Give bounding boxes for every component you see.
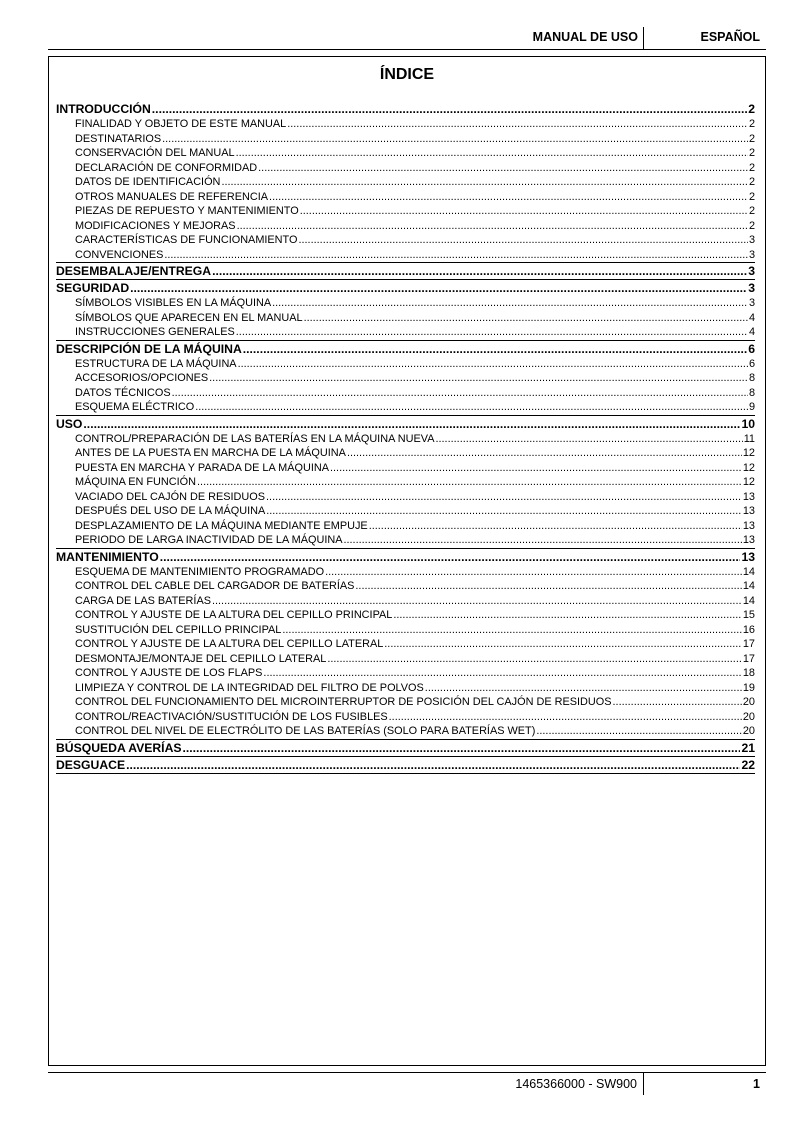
- toc-entry-page: 9: [748, 401, 755, 413]
- dot-leader: [384, 637, 742, 652]
- dot-leader: [327, 652, 742, 667]
- toc-subentry[interactable]: [56, 608, 755, 623]
- toc-entry-page: 8: [748, 372, 755, 384]
- toc-entry-title: PUESTA EN MARCHA Y PARADA DE LA MÁQUINA: [75, 461, 329, 474]
- toc-entry-page: 3: [748, 248, 755, 261]
- toc-entry-title: MANTENIMIENTO: [56, 549, 159, 564]
- toc-entry-page: 20: [742, 696, 755, 708]
- toc-entry-title: SÍMBOLOS QUE APARECEN EN EL MANUAL: [75, 311, 303, 324]
- toc-entry-page: 14: [742, 580, 755, 592]
- toc-subentry[interactable]: [56, 371, 755, 386]
- footer-separator: [643, 1073, 644, 1095]
- toc-entry-title: DESTINATARIOS: [75, 132, 162, 145]
- dot-leader: [536, 724, 742, 739]
- toc-entry-title: CONTROL/PREPARACIÓN DE LAS BATERÍAS EN LA MÁQUINA NUEVA: [75, 432, 435, 445]
- toc-entry-page: 2: [748, 205, 755, 217]
- toc-entry-page: 2: [748, 161, 755, 174]
- toc-entry-title: ESTRUCTURA DE LA MÁQUINA: [75, 357, 237, 370]
- dot-leader: [266, 504, 742, 519]
- toc-entry-title: CONTROL DEL FUNCIONAMIENTO DEL MICROINTERRUPTOR DE POSICIÓN DEL CAJÓN DE RESIDUOS: [75, 696, 612, 708]
- toc-subentry[interactable]: [56, 490, 755, 505]
- toc-entry-page: 4: [748, 311, 755, 324]
- dot-leader: [160, 549, 741, 565]
- toc-entry-page: 17: [742, 652, 755, 665]
- toc-entry-title: DESGUACE: [56, 757, 126, 772]
- toc-entry-title: ACCESORIOS/OPCIONES: [75, 372, 209, 384]
- toc-entry-title: CONSERVACIÓN DEL MANUAL: [75, 147, 235, 159]
- toc-chapter[interactable]: [56, 740, 755, 756]
- toc-entry-title: USO: [56, 416, 83, 431]
- toc-entry-page: 3: [748, 234, 755, 246]
- toc-entry-page: 2: [748, 176, 755, 188]
- toc-subentry[interactable]: [56, 681, 755, 696]
- toc-entry-title: CARACTERÍSTICAS DE FUNCIONAMIENTO: [75, 234, 298, 246]
- toc-subentry[interactable]: [56, 666, 755, 681]
- toc-entry-title: ESQUEMA ELÉCTRICO: [75, 401, 195, 413]
- dot-leader: [282, 623, 742, 638]
- dot-leader: [435, 432, 742, 447]
- toc-subentry[interactable]: [56, 637, 755, 652]
- toc-entry-title: DATOS DE IDENTIFICACIÓN: [75, 176, 221, 188]
- toc-entry-title: CARGA DE LAS BATERÍAS: [75, 594, 211, 607]
- toc-subentry[interactable]: [56, 565, 755, 580]
- toc-entry-page: 3: [748, 264, 755, 278]
- dot-leader: [238, 357, 748, 372]
- toc-subentry[interactable]: [56, 296, 755, 311]
- toc-entry-title: PERIODO DE LARGA INACTIVIDAD DE LA MÁQUINA: [75, 534, 343, 546]
- toc-entry-title: INTRODUCCIÓN: [56, 102, 151, 116]
- toc-entry-title: BÚSQUEDA AVERÍAS: [56, 740, 182, 755]
- dot-leader: [369, 519, 742, 534]
- toc-entry-page: 3: [748, 281, 755, 295]
- toc-entry-title: CONTROL DEL CABLE DEL CARGADOR DE BATERÍAS: [75, 580, 355, 592]
- dot-leader: [152, 101, 747, 117]
- toc-entry-title: CONTROL Y AJUSTE DE LOS FLAPS: [75, 667, 263, 679]
- toc-chapter[interactable]: [56, 341, 755, 357]
- toc-entry-title: ANTES DE LA PUESTA EN MARCHA DE LA MÁQUINA: [75, 447, 346, 459]
- toc-entry-title: CONTROL Y AJUSTE DE LA ALTURA DEL CEPILLO LATERAL: [75, 638, 384, 650]
- toc-entry-title: DESEMBALAJE/ENTREGA: [56, 264, 212, 278]
- toc-subentry[interactable]: [56, 357, 755, 372]
- toc-chapter[interactable]: [56, 757, 755, 773]
- toc-subentry[interactable]: [56, 386, 755, 401]
- toc-subentry[interactable]: [56, 400, 755, 415]
- content-frame: [48, 56, 766, 1066]
- toc-entry-page: 18: [742, 667, 755, 679]
- dot-leader: [126, 757, 740, 773]
- dot-leader: [393, 608, 742, 623]
- toc-entry-page: 12: [742, 447, 755, 459]
- toc-entry-page: 13: [742, 519, 755, 532]
- toc-entry-page: 2: [748, 190, 755, 203]
- dot-leader: [197, 475, 742, 490]
- toc-entry-title: CONVENCIONES: [75, 248, 164, 261]
- dot-leader: [266, 490, 742, 505]
- dot-leader: [425, 681, 742, 696]
- toc-chapter[interactable]: [56, 416, 755, 432]
- toc-entry-title: MODIFICACIONES Y MEJORAS: [75, 219, 236, 232]
- toc-subentry[interactable]: [56, 710, 755, 725]
- toc-section: [56, 263, 755, 280]
- toc-subentry[interactable]: [56, 325, 755, 340]
- toc-section: [56, 549, 755, 740]
- document-code: 1465366000 - SW900: [515, 1077, 637, 1091]
- toc-entry-title: VACIADO DEL CAJÓN DE RESIDUOS: [75, 490, 266, 503]
- dot-leader: [287, 117, 748, 132]
- toc-section: [56, 740, 755, 757]
- toc-entry-title: PIEZAS DE REPUESTO Y MANTENIMIENTO: [75, 205, 299, 217]
- toc-entry-page: 14: [742, 565, 755, 578]
- toc-subentry[interactable]: [56, 724, 755, 739]
- toc-entry-page: 22: [741, 757, 755, 772]
- toc-subentry[interactable]: [56, 579, 755, 594]
- toc-subentry[interactable]: [56, 594, 755, 609]
- dot-leader: [355, 579, 741, 594]
- dot-leader: [164, 248, 748, 263]
- dot-leader: [272, 296, 748, 311]
- toc-section: [56, 416, 755, 549]
- toc-subentry[interactable]: [56, 117, 755, 132]
- toc-entry-title: CONTROL DEL NIVEL DE ELECTRÓLITO DE LAS BATERÍAS (SOLO PARA BATERÍAS WET): [75, 725, 536, 737]
- dot-leader: [330, 461, 742, 476]
- toc-entry-title: SUSTITUCIÓN DEL CEPILLO PRINCIPAL: [75, 623, 282, 636]
- toc-entry-title: SEGURIDAD: [56, 281, 130, 295]
- toc-entry-page: 11: [743, 432, 755, 445]
- dot-leader: [258, 161, 748, 176]
- toc-subentry[interactable]: [56, 461, 755, 476]
- toc-entry-page: 17: [742, 638, 755, 650]
- dot-leader: [183, 740, 741, 756]
- toc-subentry[interactable]: [56, 248, 755, 263]
- dot-leader: [243, 341, 747, 357]
- dot-leader: [300, 204, 748, 219]
- toc-subentry[interactable]: [56, 311, 755, 326]
- toc-entry-title: DATOS TÉCNICOS: [75, 386, 171, 399]
- dot-leader: [172, 386, 748, 401]
- dot-leader: [209, 371, 748, 386]
- toc-entry-page: 12: [742, 476, 755, 488]
- dot-leader: [269, 190, 748, 205]
- toc-subentry[interactable]: [56, 446, 755, 461]
- toc-entry-page: 13: [742, 534, 755, 546]
- dot-leader: [236, 146, 748, 161]
- header-separator: [643, 27, 644, 49]
- dot-leader: [212, 594, 742, 609]
- toc-entry-page: 16: [742, 623, 755, 636]
- toc-entry-title: SÍMBOLOS VISIBLES EN LA MÁQUINA: [75, 297, 272, 309]
- toc-entry-page: 2: [748, 147, 755, 159]
- toc-entry-page: 10: [741, 416, 755, 431]
- header-rule: [48, 49, 766, 50]
- toc-section: [56, 757, 755, 774]
- toc-entry-page: 13: [742, 490, 755, 503]
- toc-subentry[interactable]: [56, 233, 755, 248]
- toc-entry-title: OTROS MANUALES DE REFERENCIA: [75, 190, 269, 203]
- toc-subentry[interactable]: [56, 504, 755, 519]
- toc-chapter[interactable]: [56, 263, 755, 279]
- toc-section: [56, 101, 755, 263]
- dot-leader: [130, 280, 747, 296]
- toc-entry-page: 6: [748, 357, 755, 370]
- page-number: 1: [753, 1077, 760, 1091]
- toc-entry-title: LIMPIEZA Y CONTROL DE LA INTEGRIDAD DEL FILTRO DE POLVOS: [75, 681, 424, 694]
- toc-entry-title: MÁQUINA EN FUNCIÓN: [75, 476, 197, 488]
- toc-entry-title: ESQUEMA DE MANTENIMIENTO PROGRAMADO: [75, 565, 325, 578]
- page-header: [48, 27, 766, 49]
- toc-subentry[interactable]: [56, 519, 755, 534]
- dot-leader: [263, 666, 741, 681]
- toc-entry-title: INSTRUCCIONES GENERALES: [75, 326, 235, 338]
- toc-entry-page: 12: [742, 461, 755, 474]
- toc-subentry[interactable]: [56, 533, 755, 548]
- toc-entry-page: 15: [742, 609, 755, 621]
- toc-entry-page: 8: [748, 386, 755, 399]
- toc-entry-page: 19: [742, 681, 755, 694]
- toc-subentry[interactable]: [56, 623, 755, 638]
- toc-subentry[interactable]: [56, 146, 755, 161]
- dot-leader: [236, 325, 748, 340]
- page-footer: [48, 1073, 766, 1095]
- dot-leader: [195, 400, 748, 415]
- toc-entry-page: 3: [748, 297, 755, 309]
- dot-leader: [325, 565, 742, 580]
- toc-subentry[interactable]: [56, 219, 755, 234]
- dot-leader: [347, 446, 742, 461]
- toc-entry-title: CONTROL Y AJUSTE DE LA ALTURA DEL CEPILLO PRINCIPAL: [75, 609, 393, 621]
- dot-leader: [343, 533, 741, 548]
- toc-entry-page: 6: [748, 341, 755, 356]
- toc-chapter[interactable]: [56, 101, 755, 117]
- dot-leader: [83, 416, 740, 432]
- toc-entry-page: 21: [741, 740, 755, 755]
- toc-subentry[interactable]: [56, 161, 755, 176]
- toc-section: [56, 280, 755, 341]
- toc-entry-page: 20: [742, 710, 755, 723]
- toc-entry-page: 2: [748, 132, 755, 145]
- language-label: ESPAÑOL: [700, 30, 760, 44]
- toc-entry-page: 20: [742, 725, 755, 737]
- dot-leader: [162, 132, 748, 147]
- toc-subentry[interactable]: [56, 132, 755, 147]
- toc-subentry[interactable]: [56, 695, 755, 710]
- toc-entry-title: DESPLAZAMIENTO DE LA MÁQUINA MEDIANTE EMPUJE: [75, 519, 368, 532]
- dot-leader: [212, 263, 747, 279]
- toc-entry-page: 14: [742, 594, 755, 607]
- toc-subentry[interactable]: [56, 175, 755, 190]
- toc-subentry[interactable]: [56, 432, 755, 447]
- toc-entry-title: FINALIDAD Y OBJETO DE ESTE MANUAL: [75, 118, 287, 130]
- toc-entry-page: 2: [748, 102, 755, 116]
- toc-entry-title: DESMONTAJE/MONTAJE DEL CEPILLO LATERAL: [75, 652, 327, 665]
- page-title: ÍNDICE: [379, 66, 435, 83]
- toc-entry-title: DESCRIPCIÓN DE LA MÁQUINA: [56, 341, 242, 356]
- toc-chapter[interactable]: [56, 280, 755, 296]
- toc-entry-title: DECLARACIÓN DE CONFORMIDAD: [75, 161, 258, 174]
- toc-entry-title: CONTROL/REACTIVACIÓN/SUSTITUCIÓN DE LOS FUSIBLES: [75, 710, 388, 723]
- toc-chapter[interactable]: [56, 549, 755, 565]
- toc-entry-page: 4: [748, 326, 755, 338]
- dot-leader: [221, 175, 748, 190]
- dot-leader: [389, 710, 742, 725]
- toc-entry-page: 13: [742, 505, 755, 517]
- toc-entry-page: 2: [748, 219, 755, 232]
- toc-entry-page: 2: [748, 118, 755, 130]
- toc-subentry[interactable]: [56, 475, 755, 490]
- toc-section: [56, 341, 755, 416]
- dot-leader: [237, 219, 748, 234]
- toc-subentry[interactable]: [56, 652, 755, 667]
- toc-entry-page: 13: [741, 549, 755, 564]
- manual-title: MANUAL DE USO: [532, 30, 638, 44]
- toc-subentry[interactable]: [56, 204, 755, 219]
- table-of-contents: [56, 101, 755, 774]
- dot-leader: [304, 311, 748, 326]
- dot-leader: [613, 695, 742, 710]
- toc-subentry[interactable]: [56, 190, 755, 205]
- toc-entry-title: DESPUÉS DEL USO DE LA MÁQUINA: [75, 505, 266, 517]
- dot-leader: [298, 233, 747, 248]
